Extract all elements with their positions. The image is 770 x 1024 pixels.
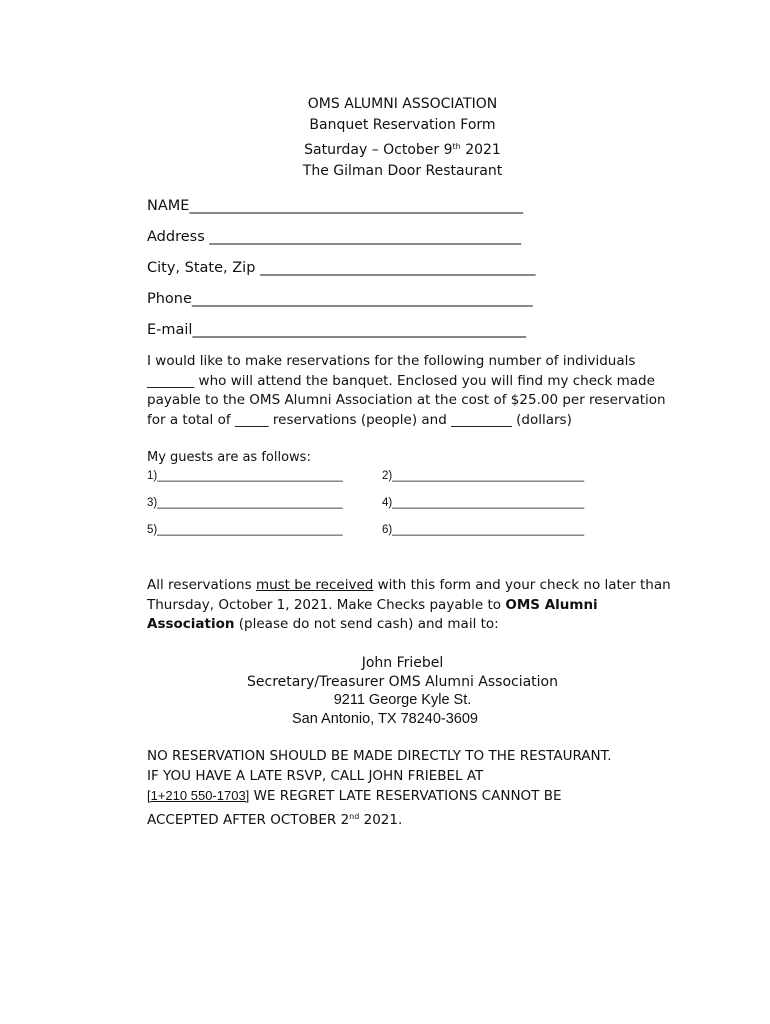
mail-recipient-title: Secretary/Treasurer OMS Alumni Association (247, 674, 558, 690)
event-venue: The Gilman Door Restaurant (302, 163, 503, 179)
payee-name-part-1: OMS Alumni (505, 596, 598, 613)
deadline-line-1 (147, 576, 671, 596)
event-date-text: Saturday – October 9 (304, 142, 453, 158)
reservation-line-4[interactable]: for a total of _____ reservations (people) and _________ (dollars) (147, 411, 572, 428)
notice-paragraph (147, 747, 612, 830)
notice-line-1: NO RESERVATION SHOULD BE MADE DIRECTLY TO THE RESTAURANT. (147, 748, 612, 764)
deadline-line-1-start: All reservations (147, 577, 256, 593)
email-field[interactable]: E-mail______________________________________________ (147, 322, 526, 338)
event-date-suffix: th (452, 142, 461, 151)
phone-field[interactable]: Phone_______________________________________________ (147, 291, 533, 307)
deadline-line-3 (147, 615, 671, 635)
deadline-emphasis: must be received (255, 577, 374, 593)
address-field[interactable]: Address ___________________________________________ (147, 229, 522, 245)
guest-5-field[interactable]: 5)_____________________________ (147, 524, 343, 536)
notice-line-3 (147, 786, 612, 807)
name-field[interactable]: NAME______________________________________________ (147, 198, 523, 214)
deadline-line-1-end: with this form and your check no later than (373, 577, 671, 593)
notice-date-suffix: nd (349, 811, 360, 821)
notice-line-4-start: ACCEPTED AFTER OCTOBER 2 (147, 811, 350, 828)
guest-3-field[interactable]: 3)_____________________________ (147, 497, 343, 509)
guest-4-field[interactable]: 4)______________________________ (382, 497, 585, 509)
association-title: OMS ALUMNI ASSOCIATION (307, 96, 498, 112)
event-date (0, 136, 770, 161)
deadline-paragraph (147, 576, 671, 635)
form-header (0, 94, 770, 182)
city-state-zip-field[interactable]: City, State, Zip ______________________________________ (147, 260, 536, 276)
guest-6-field[interactable]: 6)______________________________ (382, 524, 585, 536)
form-title: Banquet Reservation Form (309, 117, 496, 133)
reservation-line-1: I would like to make reservations for the following number of individuals (147, 353, 636, 369)
mail-city: San Antonio, TX 78240-3609 (292, 711, 478, 727)
contact-phone[interactable]: [1+210 550-1703] (147, 788, 250, 803)
deadline-line-2-start: Thursday, October 1, 2021. Make Checks payable to (147, 596, 506, 613)
notice-line-2: IF YOU HAVE A LATE RSVP, CALL JOHN FRIEBEL AT (147, 767, 484, 784)
guest-2-field[interactable]: 2)______________________________ (382, 470, 585, 482)
payee-name-part-2: Association (147, 616, 235, 632)
guests-title: My guests are as follows: (147, 450, 311, 465)
deadline-line-2 (147, 596, 671, 616)
reservation-line-2[interactable]: _______ who will attend the banquet. Enclosed you will find my check made (147, 372, 655, 389)
notice-line-4-end: 2021. (359, 811, 403, 828)
notice-line-3-end: WE REGRET LATE RESERVATIONS CANNOT BE (249, 788, 562, 804)
event-date-year: 2021 (460, 142, 501, 158)
reservation-line-3: payable to the OMS Alumni Association at the cost of $25.00 per reservation (147, 392, 666, 408)
mail-recipient-name: John Friebel (361, 655, 444, 671)
reservation-paragraph (147, 352, 666, 430)
guest-1-field[interactable]: 1)_____________________________ (147, 470, 343, 482)
notice-line-4 (147, 807, 612, 831)
deadline-line-3-end: (please do not send cash) and mail to: (234, 616, 499, 632)
mail-street: 9211 George Kyle St. (333, 692, 472, 708)
